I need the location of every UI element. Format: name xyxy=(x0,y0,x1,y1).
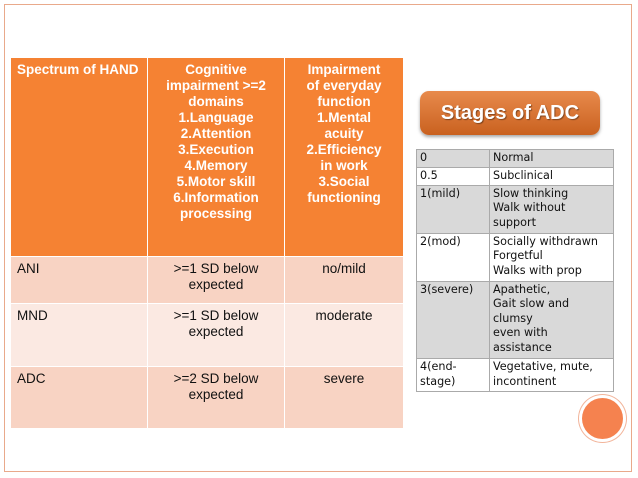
stage-label: 2(mod) xyxy=(417,233,490,281)
header-cognitive-line: 2.Attention xyxy=(180,126,252,141)
header-impairment-line: 2.Efficiency xyxy=(306,142,382,157)
header-cognitive-line: processing xyxy=(179,206,253,221)
stage-description-line: Walks with prop xyxy=(493,263,582,277)
stage-description-line: Socially withdrawn xyxy=(493,234,598,248)
stage-row xyxy=(417,233,614,281)
row-cognitive xyxy=(148,304,285,367)
stage-description xyxy=(490,233,614,281)
stage-description-line: Vegetative, mute, xyxy=(493,360,593,374)
header-impairment-line: of everyday xyxy=(306,78,382,93)
row-cognitive xyxy=(148,257,285,304)
header-spectrum: Spectrum of HAND xyxy=(11,58,148,257)
stage-description xyxy=(490,359,614,392)
row-name: ADC xyxy=(11,367,148,429)
header-cognitive-line: 1.Language xyxy=(178,110,254,125)
header-impairment-line: in work xyxy=(320,158,368,173)
row-impairment: severe xyxy=(285,367,404,429)
stage-description xyxy=(490,281,614,359)
row-cognitive-line: expected xyxy=(188,324,244,339)
row-cognitive xyxy=(148,367,285,429)
stage-description-line: Subclinical xyxy=(493,168,553,182)
row-impairment: no/mild xyxy=(285,257,404,304)
row-cognitive-line: >=2 SD below xyxy=(173,371,259,386)
stage-description-line: incontinent xyxy=(493,374,557,388)
stage-label: 1(mild) xyxy=(417,185,490,233)
stages-table xyxy=(416,149,614,392)
stage-row xyxy=(417,281,614,359)
stage-label: 4(end-stage) xyxy=(417,359,490,392)
header-impairment-line: functioning xyxy=(307,190,381,205)
stage-row xyxy=(417,185,614,233)
stage-description-line: Gait slow and clumsy xyxy=(493,297,570,325)
hand-spectrum-table xyxy=(10,57,404,429)
table-row xyxy=(11,304,404,367)
header-impairment-line: 1.Mental xyxy=(316,110,371,125)
table-row xyxy=(11,367,404,429)
stage-description-line: Slow thinking xyxy=(493,186,569,200)
row-cognitive-line: >=1 SD below xyxy=(173,261,259,276)
stage-row xyxy=(417,167,614,185)
table-row xyxy=(11,257,404,304)
header-cognitive-line: domains xyxy=(188,94,244,109)
stage-row xyxy=(417,150,614,168)
header-impairment-line: function xyxy=(317,94,371,109)
header-cognitive-line: 3.Execution xyxy=(178,142,254,157)
row-cognitive-line: expected xyxy=(188,387,244,402)
stage-description-line: Apathetic, xyxy=(493,282,551,296)
header-cognitive-line: Cognitive xyxy=(185,62,247,77)
stage-description xyxy=(490,167,614,185)
decorative-circle xyxy=(582,398,623,439)
stage-description-line: even with assistance xyxy=(493,326,552,354)
stage-description xyxy=(490,185,614,233)
stage-label: 0.5 xyxy=(417,167,490,185)
row-name: ANI xyxy=(11,257,148,304)
stage-description-line: Walk without support xyxy=(493,201,566,229)
header-impairment-line: Impairment xyxy=(307,62,381,77)
stage-description xyxy=(490,150,614,168)
row-cognitive-line: >=1 SD below xyxy=(173,308,259,323)
stage-label: 0 xyxy=(417,150,490,168)
row-name: MND xyxy=(11,304,148,367)
stage-description-line: Normal xyxy=(493,151,534,164)
stage-row xyxy=(417,359,614,392)
header-cognitive-line: impairment >=2 xyxy=(166,78,266,93)
header-impairment-line: 3.Social xyxy=(318,174,370,189)
header-impairment xyxy=(285,58,404,257)
stage-label: 3(severe) xyxy=(417,281,490,359)
table-header-row xyxy=(11,58,404,257)
header-cognitive-line: 6.Information xyxy=(173,190,259,205)
header-cognitive-line: 5.Motor skill xyxy=(176,174,256,189)
header-cognitive xyxy=(148,58,285,257)
stage-description-line: Forgetful xyxy=(493,249,543,263)
row-impairment: moderate xyxy=(285,304,404,367)
row-cognitive-line: expected xyxy=(188,277,244,292)
header-impairment-line: acuity xyxy=(324,126,364,141)
header-cognitive-line: 4.Memory xyxy=(184,158,248,173)
stages-title-banner: Stages of ADC xyxy=(420,91,600,135)
